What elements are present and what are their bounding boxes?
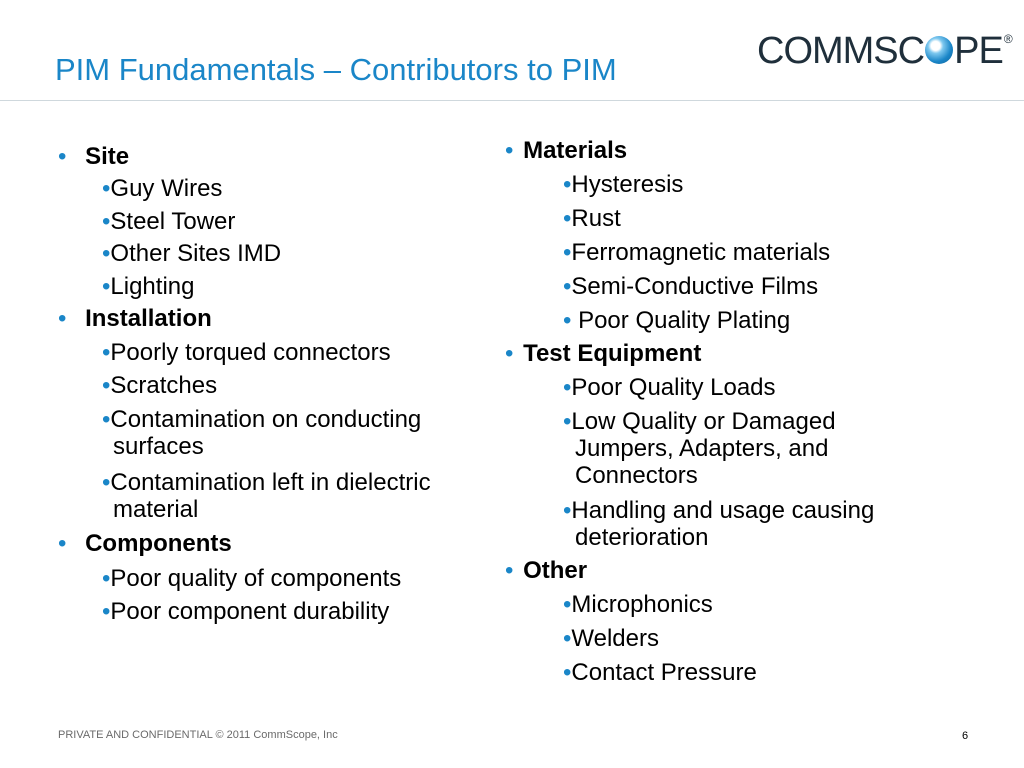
bullet-other [505, 557, 587, 584]
bullet-dot: • [58, 143, 67, 170]
bullet-components [58, 530, 232, 557]
sub-bullet-continuation: Jumpers, Adapters, and [575, 435, 829, 462]
sub-bullet-dot: • [102, 372, 111, 399]
sub-bullet-text: Low Quality or Damaged [571, 408, 836, 435]
sub-bullet-dot: • [563, 374, 572, 401]
bullet-heading: Components [85, 530, 232, 557]
bullet-dot: • [58, 305, 67, 332]
sub-bullet-text: Contamination left in dielectric [110, 469, 431, 496]
sub-bullet [563, 205, 621, 232]
logo-text-left: COMMSC [757, 30, 925, 72]
sub-bullet-continuation: deterioration [575, 524, 709, 551]
sub-bullet-dot: • [563, 307, 572, 334]
sub-bullet-continuation: Connectors [575, 462, 698, 489]
sub-bullet [563, 273, 818, 300]
sub-bullet-text: Scratches [110, 372, 218, 399]
sub-bullet [102, 469, 431, 496]
sub-bullet-dot: • [102, 175, 111, 202]
sub-bullet-text: Poorly torqued connectors [110, 339, 391, 366]
bullet-heading: Test Equipment [523, 340, 702, 367]
sub-bullet-dot: • [563, 408, 572, 435]
sub-bullet-text: Poor Quality Loads [571, 374, 776, 401]
sub-bullet-text: Poor component durability [110, 598, 390, 625]
sub-bullet-text: Contact Pressure [571, 659, 757, 686]
slide-title: PIM Fundamentals – Contributors to PIM [55, 52, 617, 87]
sub-bullet [102, 273, 194, 300]
sub-bullet-dot: • [563, 273, 572, 300]
sub-bullet [102, 598, 389, 625]
sub-bullet-text: Steel Tower [110, 208, 236, 235]
title-divider [0, 100, 1024, 101]
sub-bullet-text: Rust [571, 205, 621, 232]
sub-bullet-dot: • [102, 208, 111, 235]
bullet-test-equipment [505, 340, 701, 367]
sub-bullet [563, 307, 790, 334]
sub-bullet-text: Lighting [110, 273, 195, 300]
sub-bullet-text: Contamination on conducting [110, 406, 422, 433]
sub-bullet [563, 374, 776, 401]
sub-bullet-dot: • [563, 625, 572, 652]
sub-bullet [563, 625, 659, 652]
sub-bullet-dot: • [563, 659, 572, 686]
sub-bullet [102, 240, 281, 267]
sub-bullet-dot: • [102, 240, 111, 267]
sub-bullet-text: Poor Quality Plating [571, 307, 791, 334]
commscope-logo [757, 30, 1012, 73]
sub-bullet [102, 175, 222, 202]
bullet-dot: • [58, 530, 67, 557]
bullet-materials [505, 137, 627, 164]
bullet-heading: Installation [85, 305, 212, 332]
sub-bullet [563, 497, 874, 524]
sub-bullet-text: Semi-Conductive Films [571, 273, 819, 300]
bullet-dot: • [505, 137, 514, 164]
sub-bullet-dot: • [563, 591, 572, 618]
sub-bullet-text: Poor quality of components [110, 565, 402, 592]
bullet-dot: • [505, 557, 514, 584]
logo-registered-mark: ® [1003, 32, 1012, 46]
confidential-footer: PRIVATE AND CONFIDENTIAL © 2011 CommScope, Inc [58, 729, 338, 741]
sub-bullet-continuation: material [113, 496, 199, 523]
bullet-heading: Materials [523, 137, 628, 164]
bullet-installation [58, 305, 212, 332]
bullet-heading: Other [523, 557, 588, 584]
page-number: 6 [962, 730, 969, 742]
sub-bullet-dot: • [102, 469, 111, 496]
sub-bullet-text: Handling and usage causing [571, 497, 875, 524]
sub-bullet-dot: • [563, 171, 572, 198]
sub-bullet-text: Other Sites IMD [110, 240, 282, 267]
sub-bullet [563, 171, 683, 198]
logo-text-right: PE [954, 30, 1003, 72]
sub-bullet-dot: • [102, 565, 111, 592]
sub-bullet-dot: • [563, 497, 572, 524]
sub-bullet [563, 239, 830, 266]
bullet-site [58, 143, 129, 170]
sub-bullet [102, 208, 235, 235]
sub-bullet-dot: • [102, 273, 111, 300]
bullet-heading: Site [85, 143, 130, 170]
sub-bullet [102, 372, 217, 399]
sub-bullet-dot: • [563, 205, 572, 232]
sub-bullet-text: Welders [571, 625, 659, 652]
sub-bullet-continuation: surfaces [113, 433, 204, 460]
sub-bullet [102, 565, 401, 592]
sub-bullet-dot: • [102, 406, 111, 433]
logo-ring-icon [925, 36, 953, 64]
sub-bullet-text: Guy Wires [110, 175, 223, 202]
sub-bullet [563, 591, 713, 618]
sub-bullet [563, 659, 757, 686]
sub-bullet-text: Microphonics [571, 591, 713, 618]
bullet-dot: • [505, 340, 514, 367]
sub-bullet [102, 406, 421, 433]
sub-bullet-text: Ferromagnetic materials [571, 239, 831, 266]
sub-bullet-dot: • [102, 339, 111, 366]
sub-bullet [102, 339, 391, 366]
sub-bullet [563, 408, 836, 435]
sub-bullet-dot: • [563, 239, 572, 266]
sub-bullet-text: Hysteresis [571, 171, 684, 198]
sub-bullet-dot: • [102, 598, 111, 625]
